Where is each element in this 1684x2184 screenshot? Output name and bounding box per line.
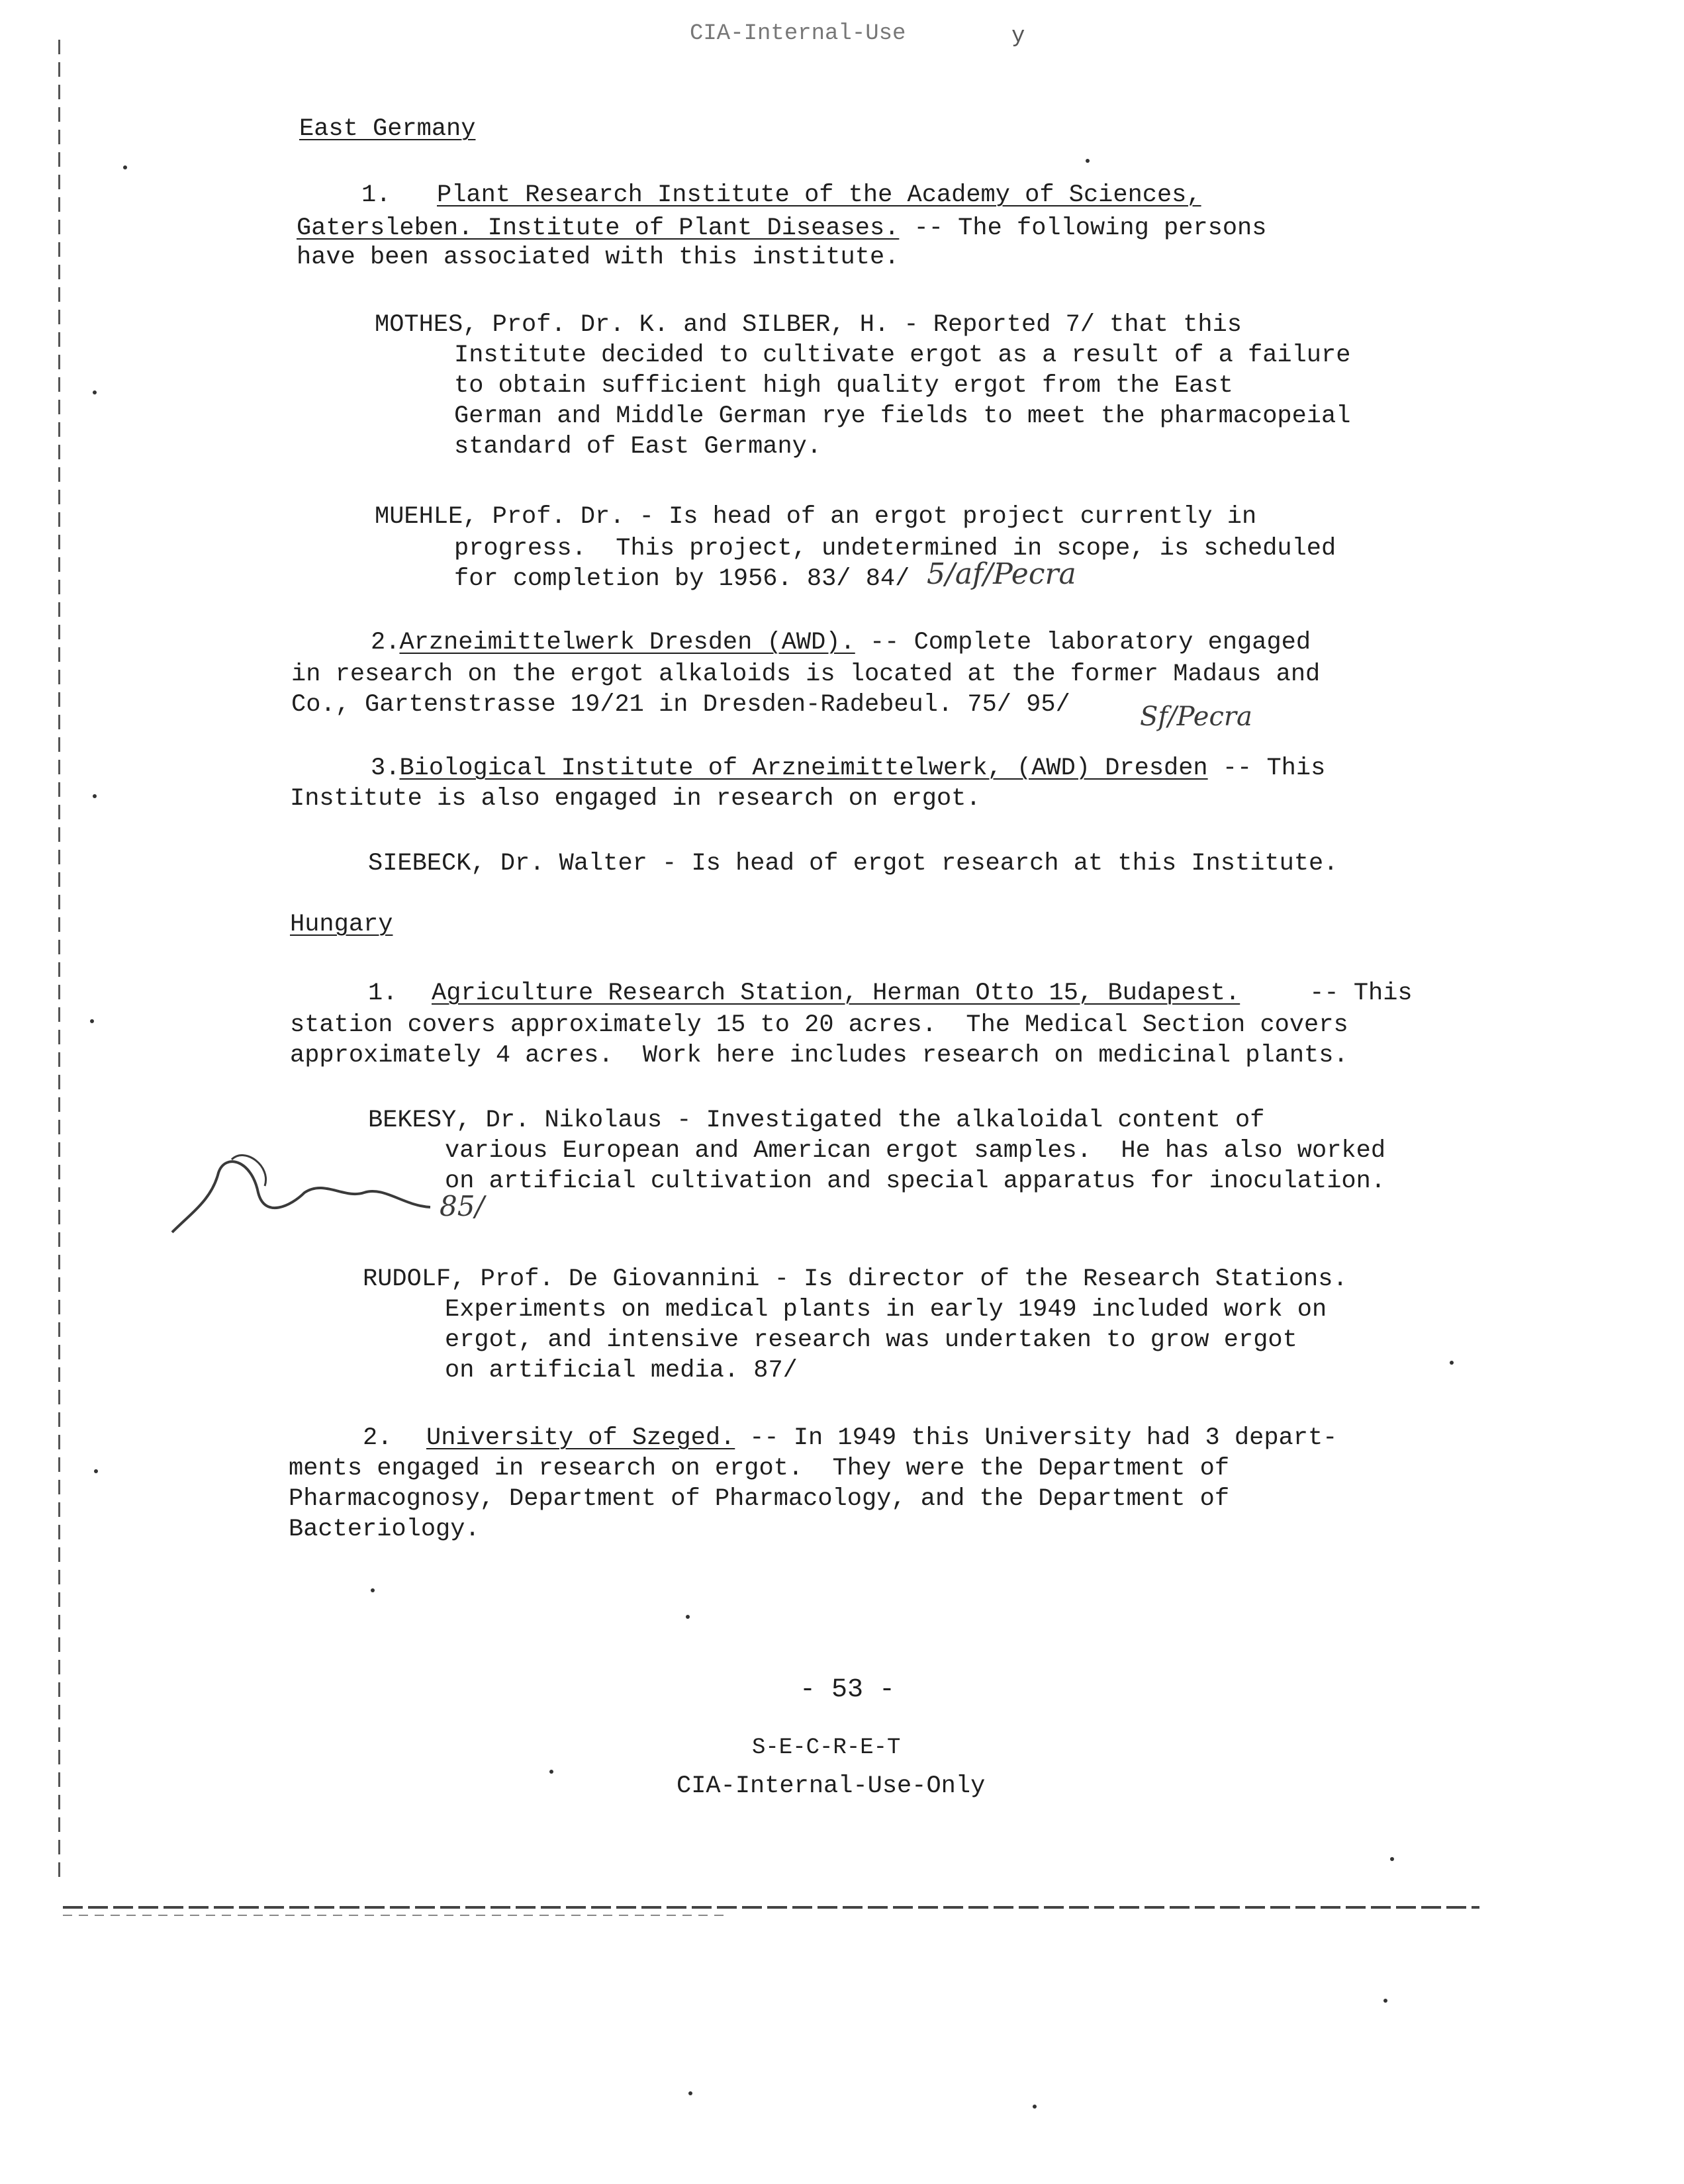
hu-item1-rest-line1: -- This: [1295, 979, 1413, 1007]
person-mothes-line3: to obtain sufficient high quality ergot from the East: [454, 372, 1233, 400]
hu-item2-title: University of Szeged.: [426, 1424, 735, 1452]
scan-speck: [1086, 159, 1090, 163]
scan-speck: [93, 390, 97, 394]
eg-item3-rest-line1: -- This: [1207, 754, 1326, 782]
hu-item2-rest-line1: -- In 1949 this University had 3 depart-: [735, 1424, 1338, 1452]
scan-speck: [1033, 2105, 1037, 2109]
scan-speck: [686, 1615, 690, 1619]
hu-item2-line2: ments engaged in research on ergot. They were the Department of: [289, 1455, 1230, 1482]
eg-item3-line2: Institute is also engaged in research on ergot.: [290, 785, 981, 813]
scan-speck: [94, 1469, 98, 1473]
handwritten-note-1: 5/af/Pecra: [927, 557, 1076, 591]
person-bekesy-line2: various European and American ergot samples. He has also worked: [445, 1137, 1386, 1165]
hu-item2-line3: Pharmacognosy, Department of Pharmacology, and the Department of: [289, 1485, 1230, 1513]
eg-item1-title-line1: Plant Research Institute of the Academy of Sciences,: [437, 181, 1201, 209]
eg-item2-title: Arzneimittelwerk Dresden (AWD).: [399, 629, 855, 657]
section-heading-east-germany: East Germany: [299, 115, 476, 143]
eg-item1-number: 1.: [361, 181, 391, 209]
classification-marking: S-E-C-R-E-T: [752, 1735, 901, 1760]
bottom-dashed-rule: [63, 1906, 1479, 1909]
eg-item2-line1: [297, 627, 1311, 659]
left-margin-rule: [58, 40, 60, 1880]
eg-item3-number: 3.: [371, 754, 400, 782]
eg-item2-rest-line1: -- Complete laboratory engaged: [855, 629, 1311, 657]
scan-speck: [123, 165, 127, 169]
person-rudolf-line2: Experiments on medical plants in early 1949 included work on: [445, 1296, 1327, 1324]
person-mothes-line5: standard of East Germany.: [454, 433, 822, 461]
scan-speck: [371, 1588, 375, 1592]
person-rudolf-line1: RUDOLF, Prof. De Giovannini - Is director of the Research Stations.: [363, 1265, 1348, 1293]
scan-speck: [549, 1770, 553, 1774]
scan-speck: [1383, 1999, 1387, 2003]
person-mothes-line2: Institute decided to cultivate ergot as a result of a failure: [454, 341, 1351, 369]
scan-speck: [93, 794, 97, 798]
eg-item1-title-line2: Gatersleben. Institute of Plant Diseases.: [297, 214, 900, 242]
hu-item1-line3: approximately 4 acres. Work here includes research on medicinal plants.: [290, 1042, 1348, 1069]
page-number: - 53 -: [800, 1675, 896, 1705]
header-mark: y: [1011, 24, 1025, 49]
header-title: CIA-Internal-Use: [690, 21, 906, 46]
eg-item2-number: 2.: [371, 629, 400, 657]
eg-item1-rest-line2: -- The following persons: [899, 214, 1267, 242]
person-rudolf-line3: ergot, and intensive research was undertaken to grow ergot: [445, 1326, 1297, 1354]
person-muehle-line3: for completion by 1956. 83/ 84/: [454, 565, 910, 593]
scan-speck: [1390, 1857, 1394, 1861]
person-siebeck: SIEBECK, Dr. Walter - Is head of ergot research at this Institute.: [368, 850, 1338, 878]
bottom-dashed-rule-2: [63, 1915, 725, 1916]
scan-speck: [90, 1019, 94, 1023]
eg-item3-title: Biological Institute of Arzneimittelwerk, (AWD) Dresden: [399, 754, 1208, 782]
hu-item1-number: 1.: [368, 979, 398, 1007]
hu-item2-number: 2.: [363, 1424, 393, 1452]
handwritten-note-3: Sf/Pecra: [1140, 702, 1252, 732]
person-rudolf-line4: on artificial media. 87/: [445, 1357, 798, 1385]
eg-item2-line3: Co., Gartenstrasse 19/21 in Dresden-Radebeul. 75/ 95/: [291, 691, 1070, 719]
person-bekesy-line3: on artificial cultivation and special apparatus for inoculation.: [445, 1167, 1386, 1195]
scan-speck: [1450, 1361, 1454, 1365]
person-mothes-line1: MOTHES, Prof. Dr. K. and SILBER, H. - Reported 7/ that this: [375, 311, 1242, 339]
scan-speck: [688, 2091, 692, 2095]
person-muehle-line2: progress. This project, undetermined in scope, is scheduled: [454, 535, 1336, 563]
eg-item2-line2: in research on the ergot alkaloids is located at the former Madaus and: [291, 660, 1321, 688]
eg-item3-line1: [297, 753, 1325, 784]
hu-item1-title: Agriculture Research Station, Herman Otto 15, Budapest.: [432, 979, 1240, 1007]
handwritten-note-2: 85/: [440, 1190, 485, 1222]
distribution-marking: CIA-Internal-Use-Only: [677, 1772, 986, 1800]
person-bekesy-line1: BEKESY, Dr. Nikolaus - Investigated the alkaloidal content of: [368, 1107, 1265, 1134]
person-muehle-line1: MUEHLE, Prof. Dr. - Is head of an ergot project currently in: [375, 503, 1257, 531]
eg-item1-line2: [297, 213, 1266, 244]
hu-item2-line4: Bacteriology.: [289, 1516, 480, 1543]
person-mothes-line4: German and Middle German rye fields to meet the pharmacopeial: [454, 402, 1351, 430]
eg-item1-line3: have been associated with this institute.: [297, 244, 900, 271]
section-heading-hungary: Hungary: [290, 911, 393, 938]
hu-item1-line2: station covers approximately 15 to 20 acres. The Medical Section covers: [290, 1011, 1348, 1039]
handwritten-margin-scribble: [152, 1133, 457, 1252]
